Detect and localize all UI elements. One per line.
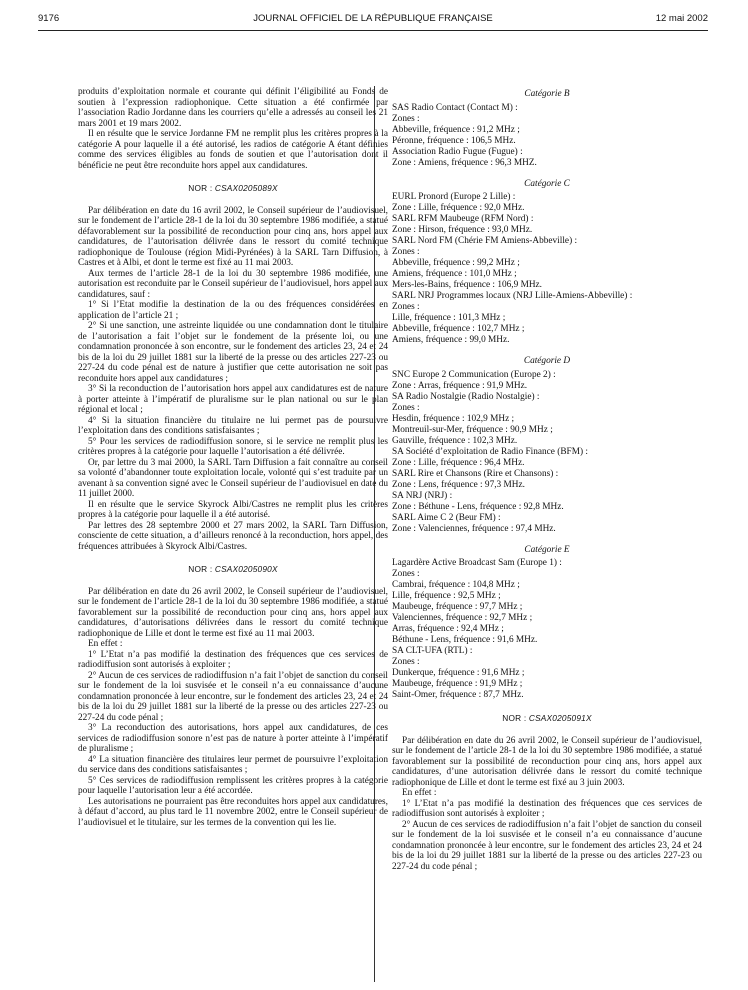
list-item: Zones : (392, 247, 420, 257)
paragraph: Par délibération en date du 26 avril 2002, le Conseil supérieur de l’audiovisuel, sur le fondement de l’article 28-1 de la loi du 30 septembre 1986 modifiée, a statué favorablement sur la possibilité de reconduction pour cinq ans, hors appel aux candidatures, d’autorisations délivrées dans le ressort du comité technique radiophonique de Lille et dont le terme est fixé au 11 mai 2003. (78, 586, 388, 639)
list-item: Zones : (392, 402, 420, 413)
paragraph: 3° La reconduction des autorisations, hors appel aux candidatures, de ces services de radiodiffusion sonore n’est pas de nature à porter atteinte à l’impératif de pluralisme ; (78, 723, 388, 754)
paragraph: En effet : (88, 639, 123, 649)
list-item: Zone : Béthune - Lens, fréquence : 92,8 MHz. (392, 501, 564, 512)
category-title-d: Catégorie D (523, 356, 571, 366)
list-item: Amiens, fréquence : 101,0 MHz ; (392, 269, 517, 279)
category-title-c: Catégorie C (524, 178, 570, 189)
list-item: Zone : Hirson, fréquence : 93,0 MHz. (392, 225, 533, 235)
intro-paragraph-2: Il en résulte que le service Jordanne FM ne remplit plus les critères propres à la catégorie A pour laquelle il a été autorisé, les radios de catégorie A étant définies comme des services éligibles au fonds de soutien et que l’autorisation dont il bénéficie ne peut être reconduite hors appel aux candidatures. (78, 129, 388, 171)
list-item: Arras, fréquence : 92,4 MHz ; (392, 624, 504, 634)
nor-code: CSAX0205090X (214, 564, 278, 574)
list-item: Zones : (392, 302, 420, 312)
list-item: Abbeville, fréquence : 99,2 MHz ; (392, 258, 520, 268)
nor-reference-1 (78, 183, 388, 194)
list-item: Lille, fréquence : 92,5 MHz ; (392, 591, 501, 601)
list-item: Dunkerque, fréquence : 91,6 MHz ; (392, 668, 525, 678)
right-column (392, 87, 702, 872)
paragraph: 5° Pour les services de radiodiffusion sonore, si le service ne remplit plus les critères propres à la catégorie pour laquelle l’autorisation a été délivrée. (78, 436, 388, 457)
paragraph: 2° Si une sanction, une astreinte liquidée ou une condamnation dont le titulaire de l’autorisation a fait l’objet sur le fondement de la présente loi, ou une condamnation prononcée à son encontre, sur le fondement des articles 23, 24 et 24 bis de la loi du 29 juillet 1881 sur la liberté de la presse ou des articles 227-23 ou 227-24 du code pénal est de nature à justifier que cette autorisation ne soit pas reconduite hors appel aux candidatures ; (78, 321, 388, 384)
list-item: SAS Radio Contact (Contact M) : (392, 102, 518, 113)
list-item: SARL NRJ Programmes locaux (NRJ Lille-Amiens-Abbeville) : (392, 291, 633, 301)
list-item: Zone : Lille, fréquence : 96,4 MHz. (392, 457, 525, 468)
list-item: Zones : (392, 113, 420, 124)
page-number: 9176 (38, 13, 60, 24)
list-item: SA CLT-UFA (RTL) : (392, 646, 473, 656)
paragraph: 2° Aucun de ces services de radiodiffusion n’a fait l’objet de sanction du conseil sur le fondement de la loi susvisée et le conseil n’a eu connaissance d’aucune condamnation prononcée à leur encontre, sur le fondement des articles 23, 24 et 24 bis de la loi du 29 juillet 1881 sur la liberté de la presse ou des articles 227-23 ou 227-24 du code pénal ; (78, 670, 388, 723)
category-d-list (392, 370, 702, 535)
paragraph: 1° L’Etat n’a pas modifié la destination des fréquences que ces services de radiodiffusion sont autorisés à exploiter ; (392, 798, 702, 819)
paragraph: 1° Si l’Etat modifie la destination de la ou des fréquences considérées en application de l’article 21 ; (78, 300, 388, 321)
list-item: Amiens, fréquence : 99,0 MHz. (392, 335, 510, 345)
category-c-list (392, 192, 702, 346)
category-b-list (392, 103, 702, 169)
paragraph: 2° Aucun de ces services de radiodiffusion n’a fait l’objet de sanction du conseil sur le fondement de la loi susvisée et le conseil n’a eu connaissance d’aucune condamnation prononcée à leur encontre, sur le fondement des articles 23, 24 et 24 bis de la loi du 29 juillet 1881 sur la liberté de la presse ou des articles 227-23 ou 227-24 du code pénal ; (392, 819, 702, 872)
list-item: Abbeville, fréquence : 102,7 MHz ; (392, 324, 525, 334)
list-item: SARL RFM Maubeuge (RFM Nord) : (392, 214, 534, 224)
paragraph: Par délibération en date du 26 avril 2002, le Conseil supérieur de l’audiovisuel, sur le fondement de l’article 28-1 de la loi du 30 septembre 1986 modifiée, a statué favorablement sur la possibilité de reconduction pour cinq ans, hors appel aux candidatures, d’une autorisation délivrée dans le ressort du comité technique radiophonique de Lille et dont le terme est fixé au 3 juin 2003. (392, 735, 702, 788)
category-title-e: Catégorie E (524, 544, 570, 555)
list-item: Zone : Lens, fréquence : 97,3 MHz. (392, 479, 525, 490)
list-item: Béthune - Lens, fréquence : 91,6 MHz. (392, 635, 538, 645)
list-item: Mers-les-Bains, fréquence : 106,9 MHz. (392, 280, 542, 290)
list-item: Péronne, fréquence : 106,5 MHz. (392, 135, 516, 146)
nor-reference-3 (392, 713, 702, 724)
nor-label: NOR : (502, 713, 527, 723)
list-item: SARL Aime C 2 (Beur FM) : (392, 512, 501, 523)
paragraph: 5° Ces services de radiodiffusion remplissent les critères propres à la catégorie pour laquelle l’autorisation leur a été accordée. (78, 775, 388, 796)
nor-label: NOR : (188, 183, 213, 193)
list-item: Zone : Amiens, fréquence : 96,3 MHZ. (392, 157, 537, 168)
list-item: Montreuil-sur-Mer, fréquence : 90,9 MHz ; (392, 424, 553, 435)
list-item: Zone : Lille, fréquence : 92,0 MHz. (392, 203, 525, 213)
category-e-list (392, 558, 702, 701)
page-header (38, 13, 708, 29)
list-item: Lagardère Active Broadcast Sam (Europe 1) : (392, 558, 562, 568)
left-column (78, 87, 388, 828)
list-item: SA Radio Nostalgie (Radio Nostalgie) : (392, 391, 540, 402)
list-item: SARL Nord FM (Chérie FM Amiens-Abbeville) : (392, 236, 578, 246)
category-title-b: Catégorie B (524, 89, 570, 99)
paragraph: Aux termes de l’article 28-1 de la loi du 30 septembre 1986 modifiée, une autorisation est reconduite par le Conseil supérieur de l’audiovisuel, hors appel aux candidatures, sauf : (78, 268, 388, 300)
list-item: SA Société d’exploitation de Radio Finance (BFM) : (392, 446, 588, 457)
list-item: Gauville, fréquence : 102,3 MHz. (392, 435, 518, 446)
paragraph: Les autorisations ne pourraient pas être reconduites hors appel aux candidatures, à défaut d’accord, au plus tard le 11 novembre 2002, entre le Conseil supérieur de l’audiovisuel et le titulaire, sur les termes de la convention qui les lie. (78, 796, 388, 828)
paragraph: Il en résulte que le service Skyrock Albi/Castres ne remplit plus les critères propres à la catégorie pour laquelle il a été autorisé. (78, 499, 388, 520)
nor-label: NOR : (188, 564, 213, 574)
list-item: Zones : (392, 569, 420, 579)
list-item: Lille, fréquence : 101,3 MHz ; (392, 313, 506, 323)
paragraph: Or, par lettre du 3 mai 2000, la SARL Tarn Diffusion a fait connaître au conseil sa volonté d’abandonner toute exploitation locale, volonté qui s’est traduite par un avenant à sa convention signé avec le Conseil supérieur de l’audiovisuel en date du 11 juillet 2000. (78, 457, 388, 499)
list-item: Saint-Omer, fréquence : 87,7 MHz. (392, 690, 524, 700)
issue-date: 12 mai 2002 (655, 13, 708, 24)
nor-reference-2 (78, 564, 388, 575)
paragraph: 4° La situation financière des titulaires leur permet de poursuivre l’exploitation du service dans des conditions satisfaisantes ; (78, 754, 388, 775)
nor-code: CSAX0205089X (214, 183, 278, 193)
list-item: Hesdin, fréquence : 102,9 MHz ; (392, 413, 515, 424)
list-item: Zones : (392, 657, 420, 667)
paragraph: 1° L’Etat n’a pas modifié la destination des fréquences que ces services de radiodiffusion sont autorisés à exploiter ; (78, 649, 388, 670)
paragraph: En effet : (402, 788, 437, 798)
header-rule (38, 30, 708, 31)
list-item: Cambrai, fréquence : 104,8 MHz ; (392, 580, 520, 590)
paragraph: 3° Si la reconduction de l’autorisation hors appel aux candidatures est de nature à porter atteinte à l’impératif de pluralisme sur le plan national ou sur le plan régional et local ; (78, 384, 388, 415)
list-item: Zone : Valenciennes, fréquence : 97,4 MHz. (392, 523, 556, 534)
paragraph: 4° Si la situation financière du titulaire ne lui permet pas de poursuivre l’exploitation dans des conditions satisfaisantes ; (78, 415, 388, 436)
paragraph: Par délibération en date du 16 avril 2002, le Conseil supérieur de l’audiovisuel, sur le fondement de l’article 28-1 de la loi du 30 septembre 1986 modifiée, a statué défavorablement sur la possibilité de reconduction pour cinq ans, hors appel aux candidatures, de l’autorisation délivrée dans le ressort du comité technique radiophonique de Toulouse (région Midi-Pyrénées) à la SARL Tarn Diffusion, à Castres et à Albi, et dont le terme est fixé au 11 mai 2003. (78, 205, 388, 268)
list-item: Maubeuge, fréquence : 91,9 MHz ; (392, 679, 523, 689)
list-item: SARL Rire et Chansons (Rire et Chansons) : (392, 468, 559, 479)
nor-code: CSAX0205091X (528, 713, 592, 723)
list-item: EURL Pronord (Europe 2 Lille) : (392, 192, 516, 202)
list-item: Maubeuge, fréquence : 97,7 MHz ; (392, 602, 523, 612)
list-item: Abbeville, fréquence : 91,2 MHz ; (392, 124, 520, 135)
list-item: SA NRJ (NRJ) : (392, 490, 453, 501)
journal-title: JOURNAL OFFICIEL DE LA RÉPUBLIQUE FRANÇAISE (253, 13, 493, 24)
list-item: SNC Europe 2 Communication (Europe 2) : (392, 369, 556, 380)
list-item: Association Radio Fugue (Fugue) : (392, 146, 523, 157)
list-item: Valenciennes, fréquence : 92,7 MHz ; (392, 613, 533, 623)
list-item: Zone : Arras, fréquence : 91,9 MHz. (392, 380, 528, 391)
paragraph: Par lettres des 28 septembre 2000 et 27 mars 2002, la SARL Tarn Diffusion, consciente de cette situation, a d’ailleurs renoncé à la reconduction, hors appel, des fréquences attribuées à Skyrock Albi/Castres. (78, 520, 388, 552)
intro-paragraph-1: produits d’exploitation normale et courante qui définit l’éligibilité au Fonds de soutien à l’expression radiophonique. Cette situation a été confirmée par l’association Radio Jordanne dans les courriers qu’elle a adressés au conseil les 21 mars 2001 et 19 mars 2002. (78, 87, 388, 129)
